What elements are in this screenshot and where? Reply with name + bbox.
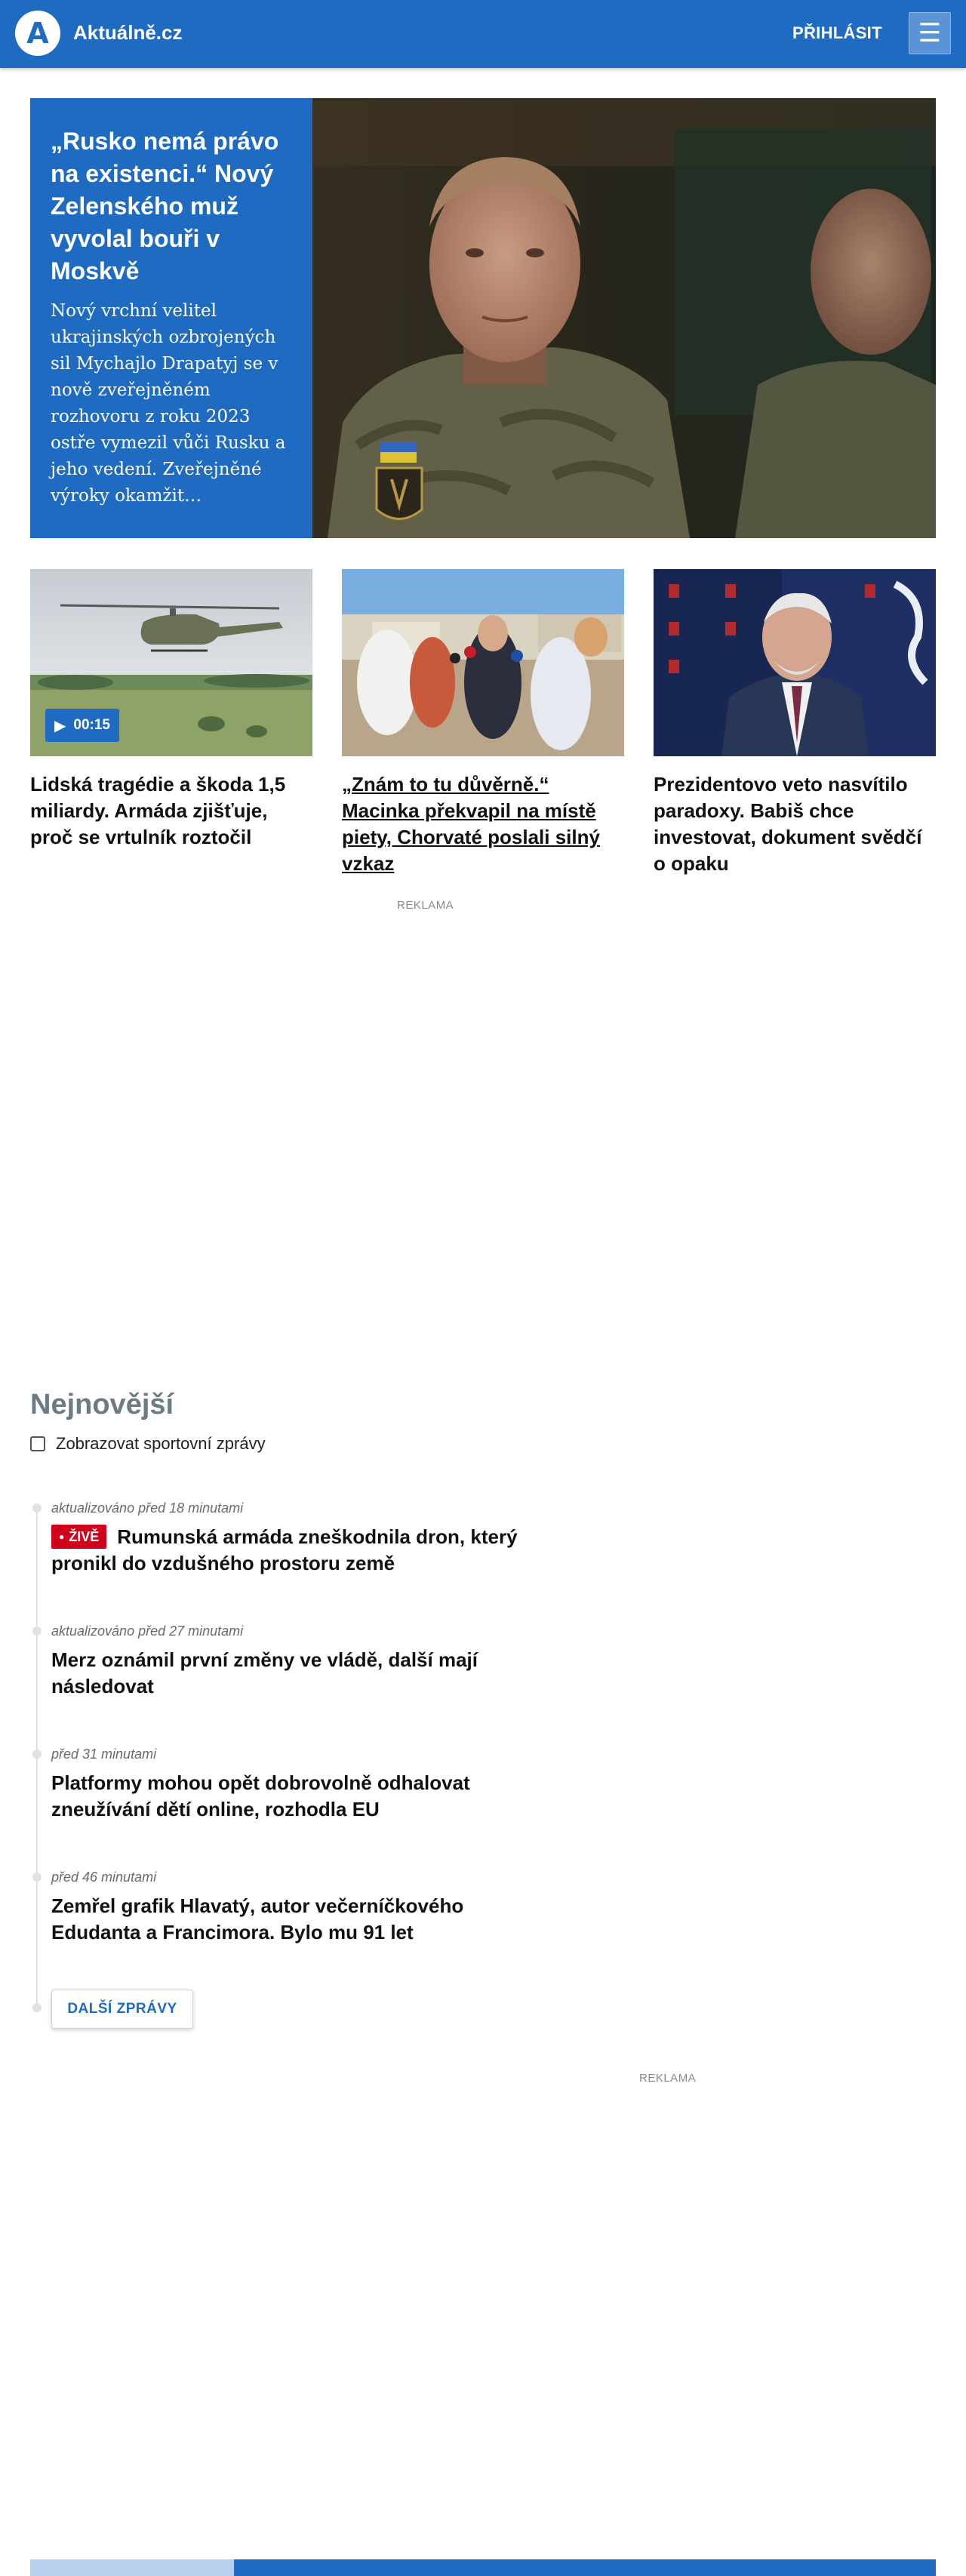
hero-text-panel	[30, 98, 312, 538]
ad-label: REKLAMA	[397, 899, 454, 912]
hamburger-icon: ☰	[918, 18, 942, 48]
card-title[interactable]: Prezidentovo veto nasvítilo paradoxy. Babiš chce investovat, dokument svědčí o opaku	[654, 773, 922, 875]
hero-perex: Nový vrchní velitel ukrajinských ozbrojených sil Mychajlo Drapatyj se v nově zveřejněném rozhovoru z roku 2023 ostře vymezil vůči Rusku a jeho vedení. Zveřejněné výroky okamžit…	[51, 301, 286, 506]
live-dot-icon: ●	[59, 1531, 65, 1542]
timeline-dot	[32, 1873, 42, 1882]
bottom-banner-dark	[234, 2559, 936, 2576]
hero-title[interactable]: „Rusko nemá právo na existenci.“ Nový Zelenského muž vyvolal bouři v Moskvě	[51, 128, 279, 285]
helicopter-image[interactable]	[30, 569, 312, 756]
ad-label: REKLAMA	[639, 2072, 697, 2085]
press-scene-image[interactable]	[342, 569, 624, 756]
hero-image[interactable]	[312, 98, 936, 538]
timeline-dot	[32, 1627, 42, 1636]
card-title[interactable]: Lidská tragédie a škoda 1,5 miliardy. Armáda zjišťuje, proč se vrtulník roztočil	[30, 773, 286, 848]
logo-icon[interactable]	[15, 11, 60, 56]
menu-button[interactable]	[909, 12, 951, 54]
news-item[interactable]	[51, 1870, 519, 1946]
timeline-dot	[32, 2003, 42, 2012]
article-card[interactable]	[654, 569, 936, 877]
logo-letter: A	[26, 17, 49, 50]
sport-toggle-label[interactable]: Zobrazovat sportovní zprávy	[56, 1434, 266, 1453]
news-item[interactable]	[51, 1623, 519, 1700]
news-time: před 46 minutami	[51, 1870, 157, 1885]
article-card[interactable]	[342, 569, 624, 877]
login-button[interactable]: PŘIHLÁSIT	[792, 23, 882, 42]
hero-article[interactable]	[30, 98, 936, 538]
news-title[interactable]	[51, 1524, 519, 1577]
live-label: ŽIVĚ	[69, 1529, 100, 1544]
president-image[interactable]	[654, 569, 936, 756]
site-header	[0, 0, 966, 68]
newest-section-title: Nejnovější	[30, 1389, 174, 1420]
play-icon: ▶	[54, 716, 66, 734]
timeline-dot	[32, 1503, 42, 1513]
news-time: před 31 minutami	[51, 1747, 157, 1762]
news-item[interactable]	[51, 1747, 519, 1823]
news-time: aktualizováno před 27 minutami	[51, 1623, 244, 1639]
news-item[interactable]	[51, 1500, 519, 1577]
news-time: aktualizováno před 18 minutami	[51, 1500, 244, 1516]
site-name[interactable]: Aktuálně.cz	[73, 21, 183, 44]
news-title-text[interactable]: Rumunská armáda zneškodnila dron, který pronikl do vzdušného prostoru země	[51, 1525, 518, 1574]
sport-checkbox[interactable]	[30, 1436, 45, 1451]
live-badge	[51, 1525, 106, 1549]
more-news-button[interactable]: DALŠÍ ZPRÁVY	[51, 1990, 193, 2029]
news-title[interactable]: Zemřel grafik Hlavatý, autor večerníčkového Edudanta a Francimora. Bylo mu 91 let	[51, 1894, 464, 1944]
video-duration: 00:15	[73, 717, 110, 733]
article-card[interactable]	[30, 569, 312, 851]
video-badge[interactable]	[45, 709, 119, 742]
card-title[interactable]: „Znám to tu důvěrně.“ Macinka překvapil na místě piety, Chorvaté poslali silný vzkaz	[342, 773, 600, 875]
bottom-banner-light	[30, 2559, 234, 2576]
timeline-dot	[32, 1750, 42, 1759]
news-title[interactable]: Merz oznámil první změny ve vládě, další mají následovat	[51, 1648, 478, 1697]
news-title[interactable]: Platformy mohou opět dobrovolně odhalovat zneužívání dětí online, rozhodla EU	[51, 1771, 470, 1820]
sport-news-toggle[interactable]	[30, 1434, 266, 1454]
